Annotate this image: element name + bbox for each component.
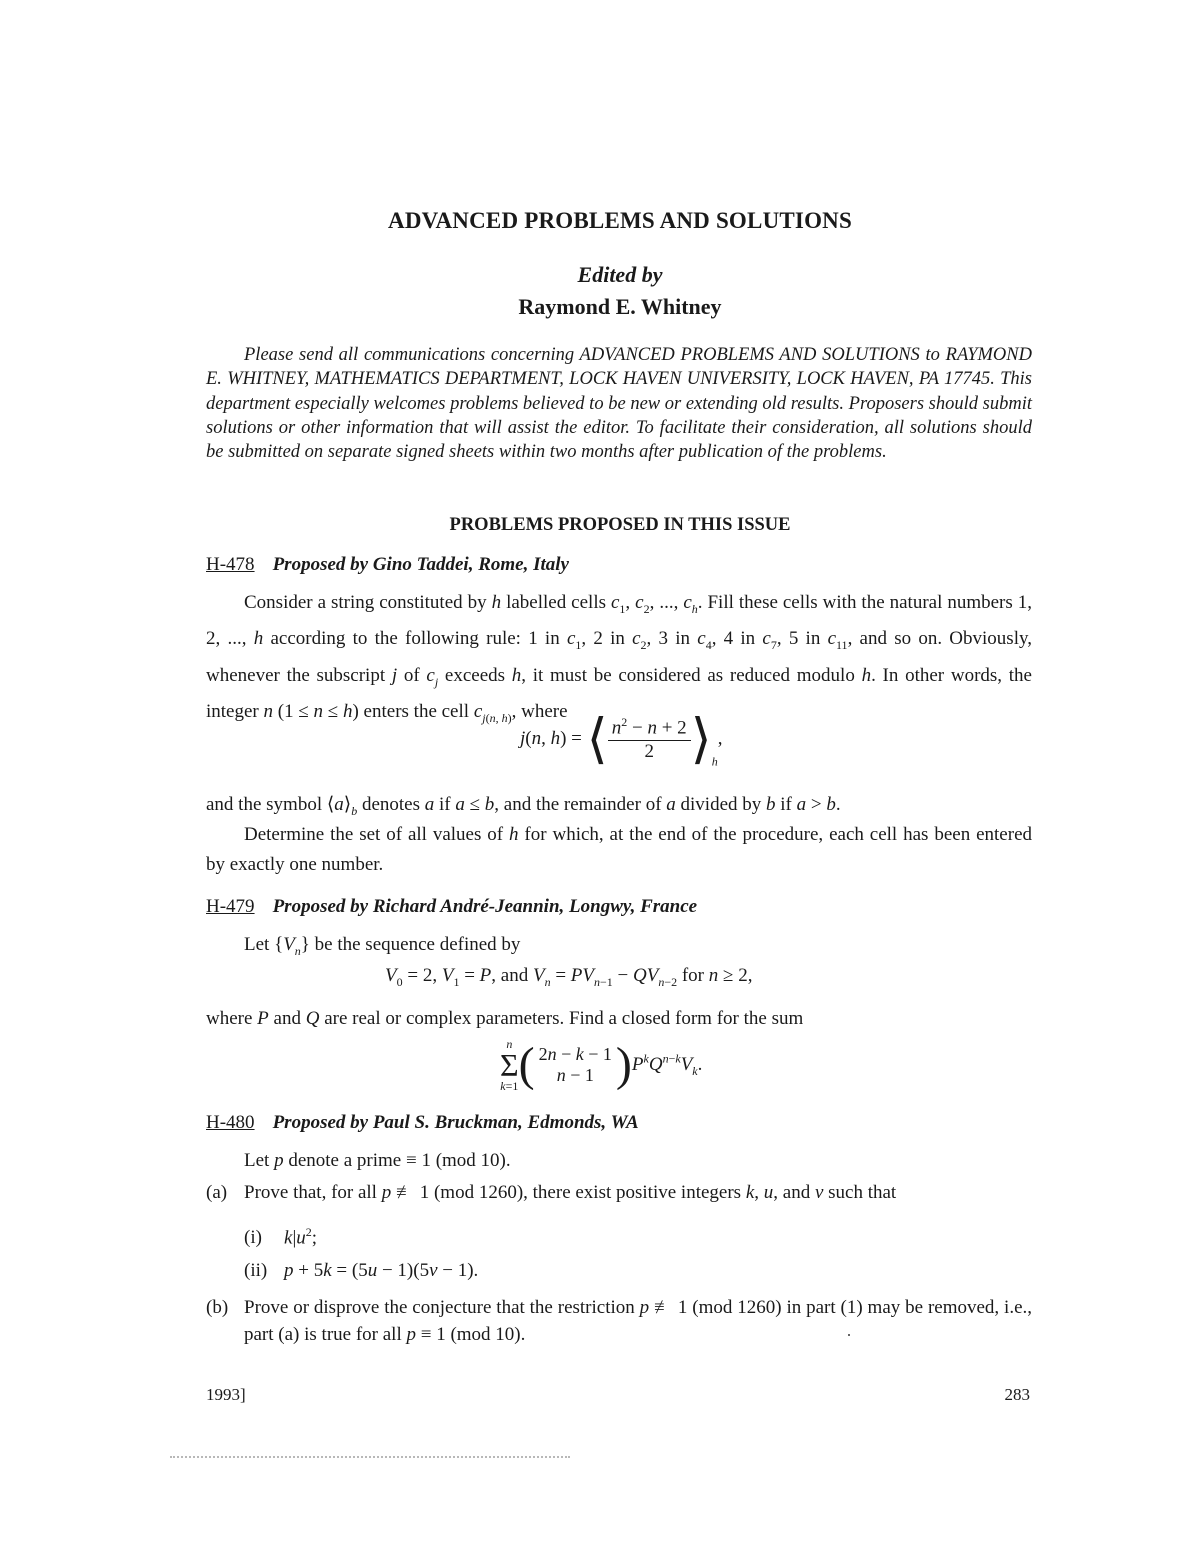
- problem-h480-intro: Let p denote a prime ≡ 1 (mod 10).: [244, 1150, 511, 1171]
- problem-h480-part-b: (b) Prove or disprove the conjecture that the restriction p ≢ 1 (mod 1260) in part (1) may be removed, i.e., part (a) is true for all p ≡ 1 (mod 10).: [206, 1297, 1033, 1345]
- problem-proposer: Proposed by Paul S. Bruckman, Edmonds, WA: [272, 1112, 639, 1133]
- problem-h480-part-a-i: (i) $k|u^2$;: [244, 1225, 318, 1249]
- equation-j-n-h: j(n, h) = ⟨ $\frac{n^2 - n + 2}{2}$ $⟩_h$,: [520, 709, 723, 769]
- problem-h478-question: Determine the set of all values of h for which, at the end of the procedure, each cell has been entered by exactly one number.: [206, 824, 1033, 875]
- problem-h480-part-a: (a) Prove that, for all p ≢ 1 (mod 1260), there exist positive integers k, u, and v such that: [206, 1182, 897, 1203]
- problem-h479-task: where P and Q are real or complex parameters. Find a closed form for the sum: [206, 1008, 804, 1029]
- equation-recurrence: $V_0 = 2$, $V_1 = P$, and $V_n = PV_{n-1} - QV_{n-2}$ for n ≥ 2,: [385, 965, 753, 989]
- problem-proposer: Proposed by Richard André-Jeannin, Longwy, France: [272, 896, 698, 917]
- problem-id: H-478: [206, 554, 255, 575]
- page-number: 283: [1004, 1385, 1030, 1404]
- problem-proposer: Proposed by Gino Taddei, Rome, Italy: [272, 554, 569, 575]
- editor-name: Raymond E. Whitney: [518, 294, 722, 319]
- scan-artifact: [170, 1456, 570, 1461]
- problem-id: H-480: [206, 1112, 255, 1133]
- problem-header-h478: [206, 554, 569, 576]
- symbol-definition: and the symbol $⟨a⟩_b$ denotes a if a ≤ b, and the remainder of a divided by b if a > b.: [206, 794, 841, 818]
- section-heading: PROBLEMS PROPOSED IN THIS ISSUE: [449, 515, 791, 535]
- problem-id: H-479: [206, 896, 255, 917]
- problem-header-h479: [206, 896, 697, 918]
- page-title: ADVANCED PROBLEMS AND SOLUTIONS: [388, 208, 852, 233]
- problem-h479-intro: Let $\{V_n\}$ be the sequence defined by: [244, 934, 521, 958]
- problem-h478-body: Consider a string constituted by h labelled cells $c_1$, $c_2$, ..., $c_h$. Fill these cells with the natural numbers 1, 2, ..., h according to the following rule: 1 in $c_1$, 2 in $c_2$, 3 in $c_4$, 4 in $c_7$, 5 in $c_{11}$, and so on. Obviously, whenever the subscript j of $c_j$ exceeds h, it must be considered as reduced modulo h. In other words, the integer n (1 ≤ n ≤ h) enters the cell $c_{j(n, h)}$, where: [206, 592, 1033, 725]
- problem-header-h480: [206, 1112, 639, 1134]
- edited-by-label: Edited by: [577, 262, 663, 287]
- submission-notice: Please send all communications concerning ADVANCED PROBLEMS AND SOLUTIONS to RAYMOND E. WHITNEY, MATHEMATICS DEPARTMENT, LOCK HAVEN UNIVERSITY, LOCK HAVEN, PA 17745. This department especially welcomes problems believed to be new or extending old results. Proposers should submit solutions or other information that will assist the editor. To facilitate their consideration, all solutions should be submitted on separate signed sheets within two months after publication of the problems.: [206, 345, 1032, 463]
- scan-speck: [848, 1334, 850, 1336]
- footer-year: 1993]: [206, 1385, 246, 1404]
- problem-h480-part-a-ii: (ii) p + 5k = (5u − 1)(5v − 1).: [244, 1260, 479, 1281]
- equation-sum: n Σ k=1 ( 2n − k − 1 n − 1 )$P^kQ^{n-k}V_k$.: [500, 1037, 703, 1093]
